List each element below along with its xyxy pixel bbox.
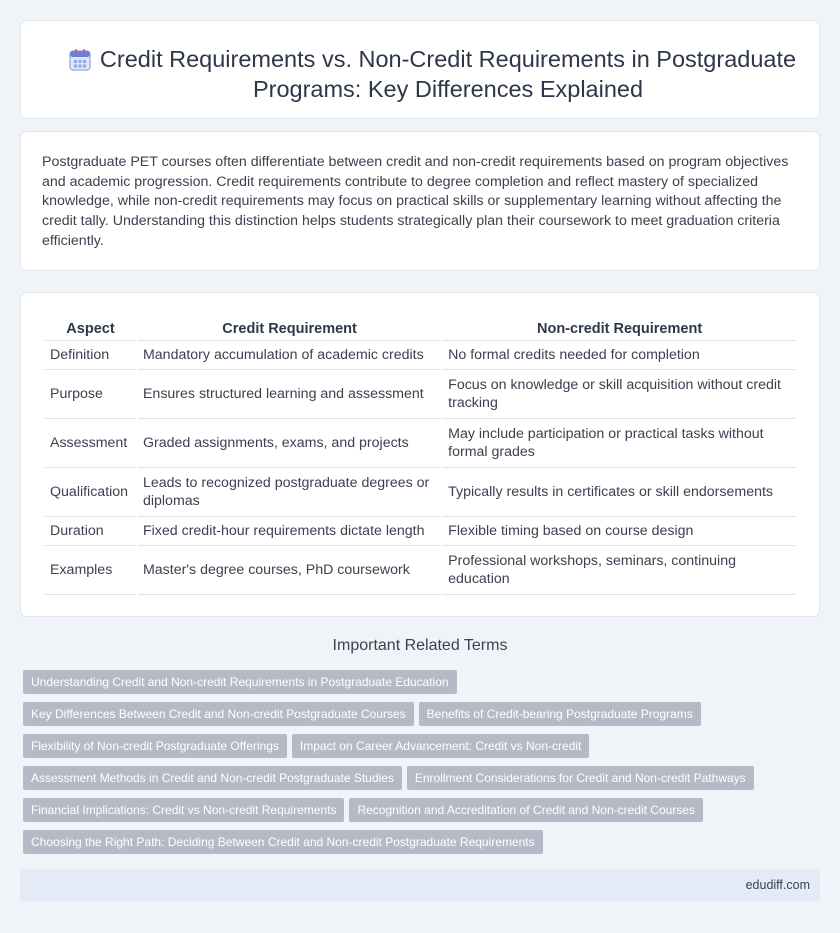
related-term-tag[interactable]: Understanding Credit and Non-credit Requirements in Postgraduate Education <box>23 670 457 694</box>
related-term-tag[interactable]: Choosing the Right Path: Deciding Between Credit and Non-credit Postgraduate Requirements <box>23 830 543 854</box>
related-term-tag[interactable]: Key Differences Between Credit and Non-credit Postgraduate Courses <box>23 702 414 726</box>
page-title: Credit Requirements vs. Non-Credit Requirements in Postgraduate Programs: Key Differences Explained <box>99 46 797 102</box>
table-row <box>45 419 796 468</box>
header-aspect: Aspect <box>45 313 136 341</box>
related-term-tag[interactable]: Flexibility of Non-credit Postgraduate Offerings <box>23 734 287 758</box>
row-aspect: Duration <box>45 517 136 546</box>
table-row <box>45 468 796 517</box>
row-non-credit: Flexible timing based on course design <box>443 517 796 546</box>
footer-site-link[interactable]: edudiff.com <box>745 878 810 892</box>
row-non-credit: No formal credits needed for completion <box>443 341 796 370</box>
related-term-tag[interactable]: Assessment Methods in Credit and Non-credit Postgraduate Studies <box>23 766 402 790</box>
comparison-table <box>43 313 798 595</box>
comparison-table-card <box>20 292 820 617</box>
table-row <box>45 341 796 370</box>
related-term-tag[interactable]: Impact on Career Advancement: Credit vs Non-credit <box>292 734 589 758</box>
related-term-tag[interactable]: Financial Implications: Credit vs Non-credit Requirements <box>23 798 344 822</box>
row-credit: Mandatory accumulation of academic credits <box>138 341 441 370</box>
table-row <box>45 546 796 595</box>
row-aspect: Qualification <box>45 468 136 517</box>
header-card <box>20 20 820 119</box>
intro-paragraph: Postgraduate PET courses often differentiate between credit and non-credit requirements based on program objectives and academic progression. Credit requirements contribute to degree completion and reflect mastery of specialized knowledge, while non-credit requirements may focus on practical skills or supplementary learning without affecting the credit tally. Understanding this distinction helps students strategically plan their coursework to meet graduation criteria efficiently. <box>42 154 789 249</box>
related-term-tag[interactable]: Recognition and Accreditation of Credit and Non-credit Courses <box>349 798 703 822</box>
row-aspect: Purpose <box>45 370 136 419</box>
intro-card <box>20 131 820 271</box>
row-aspect: Definition <box>45 341 136 370</box>
row-non-credit: Typically results in certificates or skill endorsements <box>443 468 796 517</box>
footer <box>20 869 820 902</box>
related-terms-heading: Important Related Terms <box>332 637 508 654</box>
related-term-tag[interactable]: Benefits of Credit-bearing Postgraduate Programs <box>419 702 701 726</box>
table-row <box>45 370 796 419</box>
row-aspect: Assessment <box>45 419 136 468</box>
related-terms-list <box>23 670 793 862</box>
table-header-row <box>45 313 796 341</box>
row-non-credit: Focus on knowledge or skill acquisition without credit tracking <box>443 370 796 419</box>
table-row <box>45 517 796 546</box>
header-credit: Credit Requirement <box>138 313 441 341</box>
row-aspect: Examples <box>45 546 136 595</box>
related-term-tag[interactable]: Enrollment Considerations for Credit and Non-credit Pathways <box>407 766 754 790</box>
row-credit: Graded assignments, exams, and projects <box>138 419 441 468</box>
row-non-credit: Professional workshops, seminars, continuing education <box>443 546 796 595</box>
row-credit: Ensures structured learning and assessment <box>138 370 441 419</box>
row-credit: Leads to recognized postgraduate degrees or diplomas <box>138 468 441 517</box>
row-credit: Master's degree courses, PhD coursework <box>138 546 441 595</box>
row-non-credit: May include participation or practical tasks without formal grades <box>443 419 796 468</box>
header-non-credit: Non-credit Requirement <box>443 313 796 341</box>
row-credit: Fixed credit-hour requirements dictate length <box>138 517 441 546</box>
